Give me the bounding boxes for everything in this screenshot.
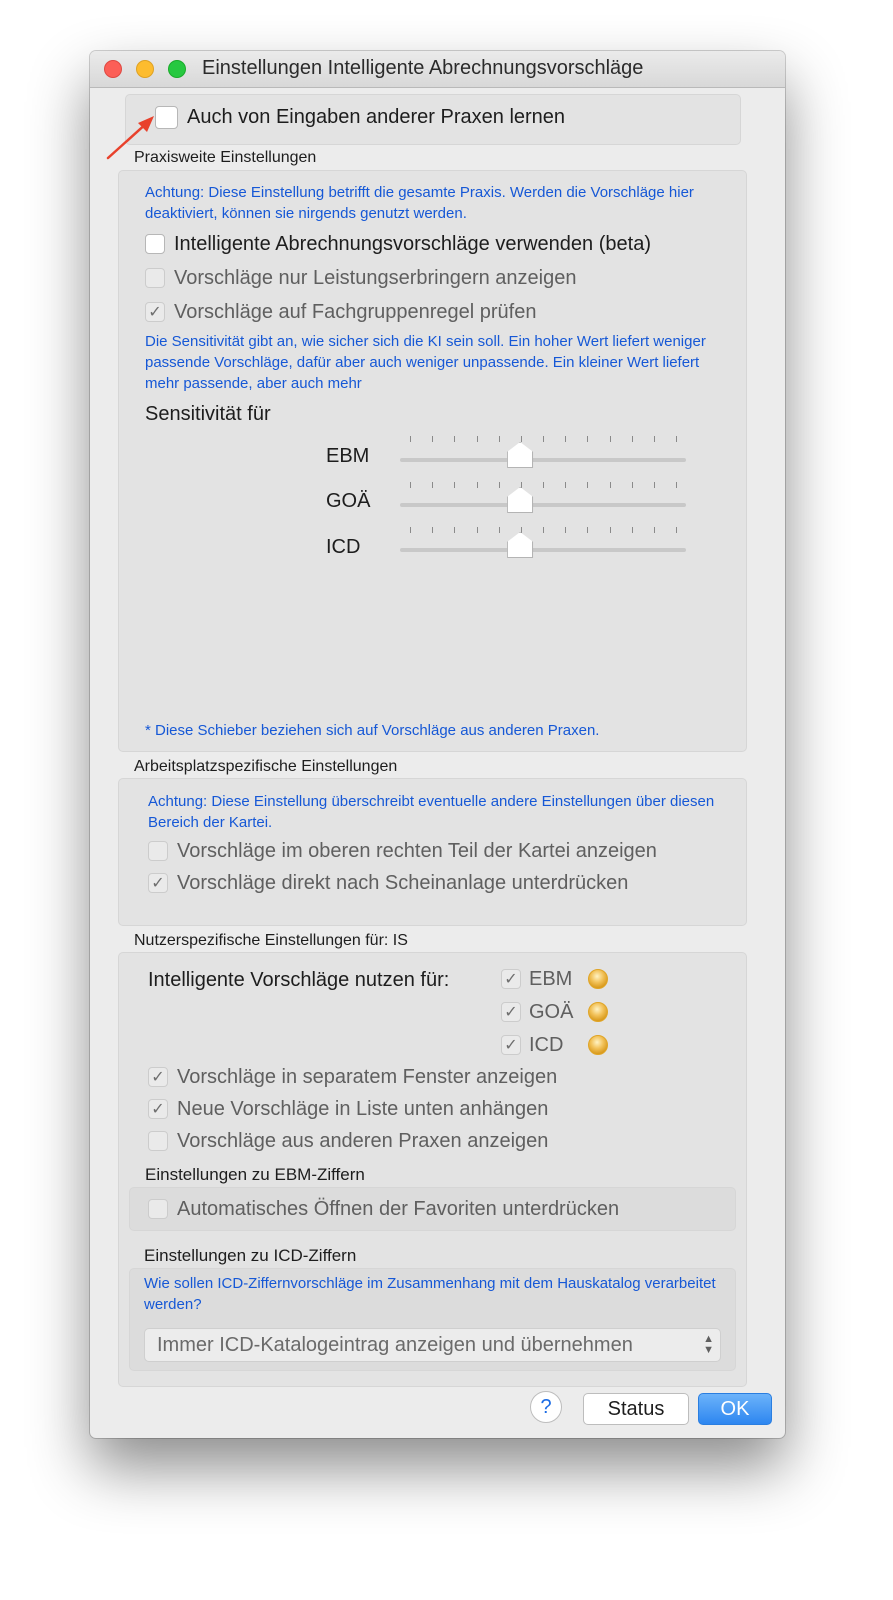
providers-only-checkbox[interactable] bbox=[145, 268, 165, 288]
slider-tick bbox=[587, 482, 588, 488]
slider-tick bbox=[410, 436, 411, 442]
providers-only-label: Vorschläge nur Leistungserbringern anzeigen bbox=[174, 266, 577, 289]
suppress-favorites-checkbox[interactable] bbox=[148, 1199, 168, 1219]
sensitivity-note: Die Sensitivität gibt an, wie sicher sich die KI sein soll. Ein hoher Wert liefert weniger passende Vorschläge, dafür aber auch weniger unpassende. Ein kleiner Wert liefert mehr passende, aber auch mehr bbox=[145, 333, 706, 392]
separate-window-label: Vorschläge in separatem Fenster anzeigen bbox=[177, 1065, 558, 1088]
slider-tick bbox=[521, 482, 522, 488]
append-to-list-option[interactable] bbox=[148, 1096, 548, 1122]
other-practices-suggestions-checkbox[interactable] bbox=[148, 1131, 168, 1151]
ebm-settings-heading: Einstellungen zu EBM-Ziffern bbox=[145, 1165, 365, 1184]
suppress-after-schein-label: Vorschläge direkt nach Scheinanlage unterdrücken bbox=[177, 871, 629, 894]
slider-label-goae: GOÄ bbox=[326, 490, 371, 512]
slider-tick bbox=[676, 527, 677, 533]
providers-only-option[interactable] bbox=[145, 265, 577, 291]
specialty-rule-check-label: Vorschläge auf Fachgruppenregel prüfen bbox=[174, 300, 537, 323]
slider-tick bbox=[632, 436, 633, 442]
slider-tick bbox=[676, 436, 677, 442]
practice-settings-note: Achtung: Diese Einstellung betrifft die gesamte Praxis. Werden die Vorschläge hier deaktiviert, können sie nirgends genutzt werden. bbox=[145, 184, 694, 222]
status-button[interactable]: Status bbox=[583, 1393, 689, 1425]
slider-tick bbox=[587, 436, 588, 442]
other-practices-suggestions-option[interactable] bbox=[148, 1128, 548, 1154]
slider-tick bbox=[632, 527, 633, 533]
workplace-settings-note: Achtung: Diese Einstellung überschreibt eventuelle andere Einstellungen über diesen Bereich der Kartei. bbox=[148, 793, 715, 831]
slider-tick bbox=[654, 436, 655, 442]
slider-tick bbox=[565, 436, 566, 442]
slider-tick bbox=[654, 527, 655, 533]
ok-button[interactable]: OK bbox=[698, 1393, 772, 1425]
separate-window-checkbox[interactable]: ✓ bbox=[148, 1067, 168, 1087]
use-for-goae-checkbox[interactable]: ✓ bbox=[501, 1002, 521, 1022]
append-to-list-checkbox[interactable]: ✓ bbox=[148, 1099, 168, 1119]
use-for-ebm-option[interactable] bbox=[501, 966, 572, 992]
suppress-favorites-option[interactable] bbox=[148, 1196, 619, 1222]
slider-tick bbox=[432, 436, 433, 442]
ticks-icd bbox=[400, 527, 686, 535]
slider-tick bbox=[521, 527, 522, 533]
slider-tick bbox=[432, 527, 433, 533]
icd-settings-note: Wie sollen ICD-Ziffernvorschläge im Zusammenhang mit dem Hauskatalog verarbeitet werden? bbox=[144, 1275, 716, 1313]
slider-track-icd bbox=[400, 548, 686, 552]
slider-track-ebm bbox=[400, 458, 686, 462]
slider-tick bbox=[610, 436, 611, 442]
slider-tick bbox=[676, 482, 677, 488]
upper-right-checkbox[interactable] bbox=[148, 841, 168, 861]
separate-window-option[interactable] bbox=[148, 1064, 557, 1090]
use-for-ebm-checkbox[interactable]: ✓ bbox=[501, 969, 521, 989]
suppress-favorites-label: Automatisches Öffnen der Favoriten unterdrücken bbox=[177, 1197, 620, 1220]
slider-tick bbox=[610, 482, 611, 488]
append-to-list-label: Neue Vorschläge in Liste unten anhängen bbox=[177, 1097, 549, 1120]
minimize-window-button[interactable] bbox=[136, 60, 154, 78]
slider-tick bbox=[654, 482, 655, 488]
slider-tick bbox=[454, 482, 455, 488]
slider-footnote: * Diese Schieber beziehen sich auf Vorschläge aus anderen Praxen. bbox=[145, 722, 600, 739]
specialty-rule-check-checkbox[interactable]: ✓ bbox=[145, 302, 165, 322]
window-title: Einstellungen Intelligente Abrechnungsvorschläge bbox=[202, 57, 644, 79]
icd-handling-select[interactable] bbox=[144, 1328, 721, 1362]
icd-handling-select-value: Immer ICD-Katalogeintrag anzeigen und übernehmen bbox=[157, 1333, 633, 1356]
slider-tick bbox=[543, 482, 544, 488]
specialty-rule-check-option[interactable] bbox=[145, 299, 536, 325]
learn-from-other-practices-label: Auch von Eingaben anderer Praxen lernen bbox=[187, 105, 566, 128]
slider-tick bbox=[410, 527, 411, 533]
sensitivity-heading: Sensitivität für bbox=[145, 403, 271, 425]
use-suggestions-option[interactable] bbox=[145, 231, 651, 257]
slider-tick bbox=[521, 436, 522, 442]
slider-label-icd: ICD bbox=[326, 536, 361, 558]
slider-tick bbox=[499, 527, 500, 533]
slider-tick bbox=[543, 436, 544, 442]
slider-tick bbox=[565, 482, 566, 488]
practice-settings-heading: Praxisweite Einstellungen bbox=[134, 149, 317, 166]
use-for-icd-label: ICD bbox=[529, 1033, 564, 1056]
learn-from-other-practices-option[interactable] bbox=[155, 104, 565, 130]
upper-right-label: Vorschläge im oberen rechten Teil der Kartei anzeigen bbox=[177, 839, 657, 862]
use-for-label: Intelligente Vorschläge nutzen für: bbox=[148, 969, 450, 991]
help-button[interactable]: ? bbox=[530, 1391, 562, 1423]
annotation-arrow-icon bbox=[100, 110, 160, 162]
use-for-ebm-label: EBM bbox=[529, 967, 573, 990]
slider-tick bbox=[432, 482, 433, 488]
slider-tick bbox=[543, 527, 544, 533]
other-practices-suggestions-label: Vorschläge aus anderen Praxen anzeigen bbox=[177, 1129, 549, 1152]
use-suggestions-label: Intelligente Abrechnungsvorschläge verwenden (beta) bbox=[174, 232, 651, 255]
use-for-goae-option[interactable] bbox=[501, 999, 573, 1025]
close-window-button[interactable] bbox=[104, 60, 122, 78]
icd-settings-heading: Einstellungen zu ICD-Ziffern bbox=[144, 1246, 357, 1265]
slider-label-ebm: EBM bbox=[326, 445, 370, 467]
suppress-after-schein-checkbox[interactable]: ✓ bbox=[148, 873, 168, 893]
use-for-goae-label: GOÄ bbox=[529, 1000, 574, 1023]
user-settings-heading: Nutzerspezifische Einstellungen für: IS bbox=[134, 932, 408, 949]
slider-tick bbox=[632, 482, 633, 488]
slider-tick bbox=[499, 482, 500, 488]
slider-tick bbox=[454, 436, 455, 442]
suppress-after-schein-option[interactable] bbox=[148, 870, 628, 896]
title-bar[interactable] bbox=[90, 51, 785, 88]
slider-tick bbox=[477, 436, 478, 442]
workplace-settings-heading: Arbeitsplatzspezifische Einstellungen bbox=[134, 758, 398, 775]
upper-right-option[interactable] bbox=[148, 838, 657, 864]
use-for-icd-checkbox[interactable]: ✓ bbox=[501, 1035, 521, 1055]
slider-tick bbox=[410, 482, 411, 488]
ticks-goae bbox=[400, 482, 686, 490]
ticks-ebm bbox=[400, 436, 686, 444]
slider-track-goae bbox=[400, 503, 686, 507]
slider-tick bbox=[477, 482, 478, 488]
icd-status-indicator-icon bbox=[588, 1035, 608, 1055]
slider-tick bbox=[477, 527, 478, 533]
slider-tick bbox=[454, 527, 455, 533]
settings-window bbox=[90, 51, 785, 1438]
zoom-window-button[interactable] bbox=[168, 60, 186, 78]
slider-tick bbox=[499, 436, 500, 442]
select-arrows-icon: ▲ ▼ bbox=[703, 1333, 714, 1356]
goae-status-indicator-icon bbox=[588, 1002, 608, 1022]
slider-tick bbox=[565, 527, 566, 533]
use-suggestions-checkbox[interactable] bbox=[145, 234, 165, 254]
slider-tick bbox=[587, 527, 588, 533]
use-for-icd-option[interactable] bbox=[501, 1032, 563, 1058]
ebm-status-indicator-icon bbox=[588, 969, 608, 989]
slider-tick bbox=[610, 527, 611, 533]
